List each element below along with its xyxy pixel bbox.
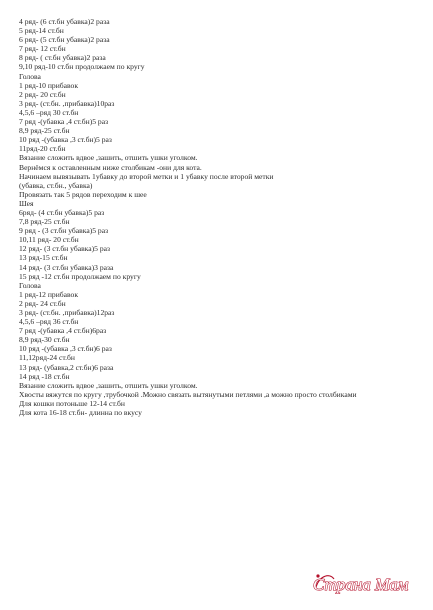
text-line: 1 ряд-10 прибавок <box>19 80 79 90</box>
text-line: 6ряд- (4 ст.бн убавка)5 раз <box>19 207 105 217</box>
text-line: 12 ряд- (3 ст.бн убавка)5 раз <box>19 244 110 254</box>
text-line: 8,9 ряд-30 ст.бн <box>19 335 70 345</box>
text-line: 13 ряд-15 ст.бн <box>19 253 68 263</box>
text-line: (убавка, ст.бн., убавка) <box>19 180 93 190</box>
text-line: 7 ряд- 12 ст.бн <box>19 44 66 54</box>
text-line: 11,12ряд-24 ст.бн <box>19 353 75 363</box>
text-line: 14 ряд- (3 ст.бн убавка)3 раза <box>19 262 114 272</box>
text-line: 11ряд-20 ст.бн <box>19 144 66 154</box>
text-line: 7 ряд -(убавка ,4 ст.бн)6раз <box>19 326 107 336</box>
text-line: Вернёмся к оставленным ниже столбикам -они для кота. <box>19 162 202 172</box>
text-line: 15 ряд -12 ст.бн продолжаем по кругу <box>19 271 141 281</box>
text-line: 8,9 ряд-25 ст.бн <box>19 126 70 136</box>
text-line: 3 ряд- (ст.бн. ,прибавка)12раз <box>19 308 115 317</box>
text-line: 13 ряд- (убавка,2 ст.бн)6 раза <box>19 362 114 372</box>
text-line: 4,5,6 –ряд 36 ст.бн <box>19 317 79 327</box>
text-line: 9,10 ряд-10 ст.бн продолжаем по кругу <box>19 62 145 72</box>
text-line: 9 ряд - (3 ст.бн убавка)5 раз <box>19 226 109 236</box>
text-line: 4,5,6 –ряд 30 ст.бн <box>19 107 79 117</box>
text-line: 14 ряд -18 ст.бн <box>19 371 70 381</box>
text-line: Голова <box>19 280 41 290</box>
text-line: Вязание сложить вдвое ,зашить, отшить ушки уголком. <box>19 153 198 163</box>
text-line: 5 ряд-14 ст.бн <box>19 26 64 36</box>
text-line: Шея <box>19 198 34 208</box>
text-line: 3 ряд- (ст.бн. ,прибавка)10раз <box>19 98 115 108</box>
text-line: 10 ряд -(убавка ,3 ст.бн)6 раз <box>19 344 112 354</box>
text-line: 4 ряд- (6 ст.бн убавка)2 раза <box>19 17 110 26</box>
text-line: 10,11 ряд- 20 ст.бн <box>19 235 79 245</box>
text-line: Вязание сложить вдвое ,зашить, отшить ушки уголком. <box>19 380 198 390</box>
text-line: 8 ряд- ( ст.бн убавка)2 раза <box>19 53 106 63</box>
text-line: Провязать так 5 рядов переходим к шее <box>19 189 147 199</box>
text-line: 7 ряд -(убавка ,4 ст.бн)5 раз <box>19 117 109 127</box>
text-line: 2 ряд- 24 ст.бн <box>19 298 66 308</box>
text-line: 2 ряд- 20 ст.бн <box>19 89 66 99</box>
pattern-text <box>19 17 429 417</box>
text-line: Для кота 16-18 ст.бн- длинна по вкусу <box>19 408 142 418</box>
text-line: 10 ряд -(убавка ,3 ст.бн)5 раз <box>19 135 112 145</box>
text-line: 7,8 ряд-25 ст.бн <box>19 217 70 227</box>
site-watermark-logo <box>310 565 430 605</box>
text-line: 1 ряд-12 прибавок <box>19 289 79 299</box>
text-line: Для кошки потоньше 12-14 ст.бн <box>19 398 125 408</box>
watermark-text: Страна Мам <box>313 575 409 594</box>
text-line: Хвосты вяжутся по кругу ,трубочкой .Можно связать вытянутыми петлями ,а можно просто столбиками <box>19 389 357 399</box>
text-line: 6 ряд- (5 ст.бн убавка)2 раза <box>19 35 110 45</box>
watermark-graphic <box>310 565 430 605</box>
text-line: Голова <box>19 71 41 81</box>
text-line: Начинаем вывязывать 1убавку до второй метки и 1 убавку после второй метки <box>19 171 274 181</box>
